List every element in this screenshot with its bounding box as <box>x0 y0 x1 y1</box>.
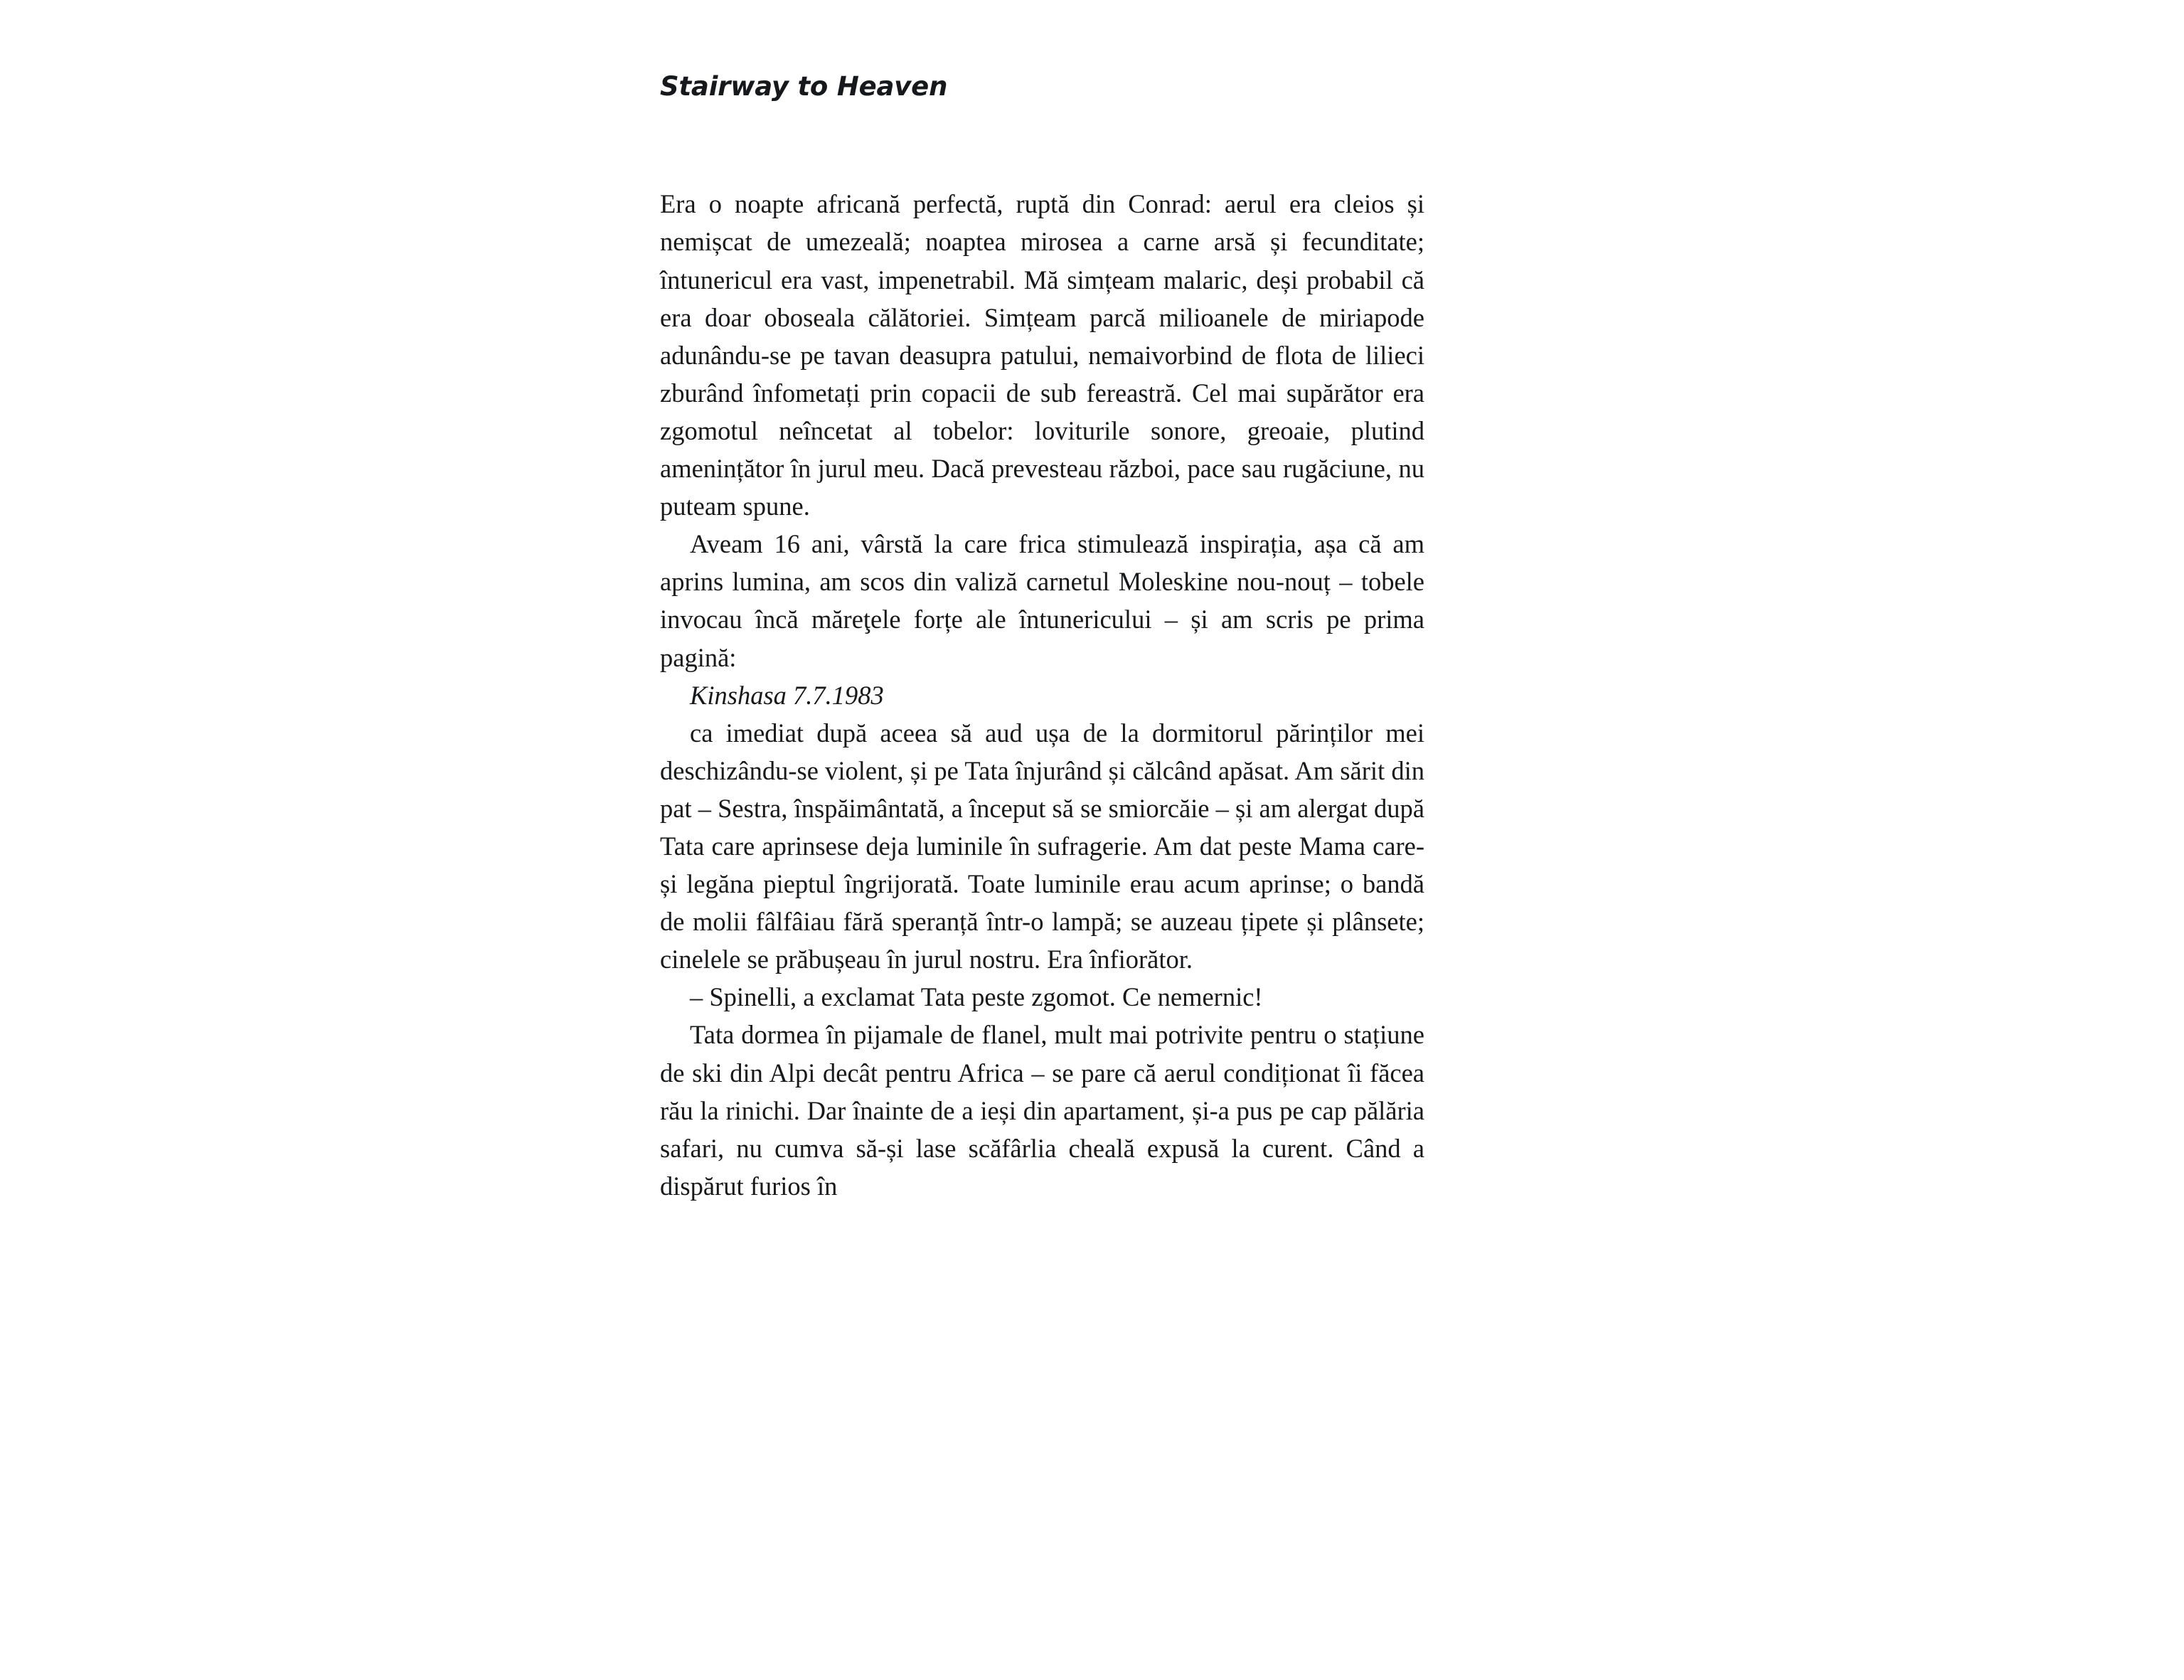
right-page <box>553 0 2184 1680</box>
body-text <box>660 185 1424 1205</box>
left-page-blank <box>0 0 553 1680</box>
paragraph-dialogue: – Spinelli, a exclamat Tata peste zgomot. Ce nemernic! <box>690 982 1263 1012</box>
page-text-block <box>660 71 1424 1205</box>
paragraph: Tata dormea în pijamale de flanel, mult mai potrivite pentru o stațiune de ski din Alpi decât pentru Africa – se pare că aerul condiționat îi făcea rău la rinichi. Dar înainte de a ieși din apartament, și-a pus pe cap pălăria safari, nu cumva să-și lase scăfârlia cheală expusă la curent. Când a dispărut furios în <box>660 1020 1424 1201</box>
running-head-title: Stairway to Heaven <box>660 71 948 102</box>
paragraph: ca imediat după aceea să aud ușa de la dormitorul părinților mei deschizându-se violent, și pe Tata înjurând și călcând apăsat. Am sărit din pat – Sestra, înspăimântată, a început să se smiorcăie – și am alergat după Tata care aprinsese deja luminile în sufragerie. Am dat peste Mama care-și legăna pieptul îngrijorată. Toate luminile erau acum aprinse; o bandă de molii fâlfâiau fără speranță într-o lampă; se auzeau țipete și plânsete; cinelele se prăbușeau în jurul nostru. Era înfiorător. <box>660 718 1424 974</box>
paragraph: Era o noapte africană perfectă, ruptă din Conrad: aerul era cleios și nemișcat de umezeală; noaptea mirosea a carne arsă și fecunditate; întunericul era vast, impenetrabil. Mă simțeam malaric, deși probabil că era doar oboseala călătoriei. Simțeam parcă milioanele de miriapode adunându-se pe tavan deasupra patului, nemaivorbind de flota de lilieci zburând înfometați prin copacii de sub fereastră. Cel mai supărător era zgomotul neîncetat al tobelor: loviturile sonore, greoaie, plutind amenințător în jurul meu. Dacă prevesteau război, pace sau rugăciune, nu puteam spune. <box>660 189 1424 521</box>
diary-date-line: Kinshasa 7.7.1983 <box>690 680 884 710</box>
paragraph: Aveam 16 ani, vârstă la care frica stimulează inspirația, așa că am aprins lumina, am scos din valiză carnetul Moleskine nou-nouț – tobele invocau încă măreţele forțe ale întunericului – și am scris pe prima pagină: <box>660 529 1424 672</box>
